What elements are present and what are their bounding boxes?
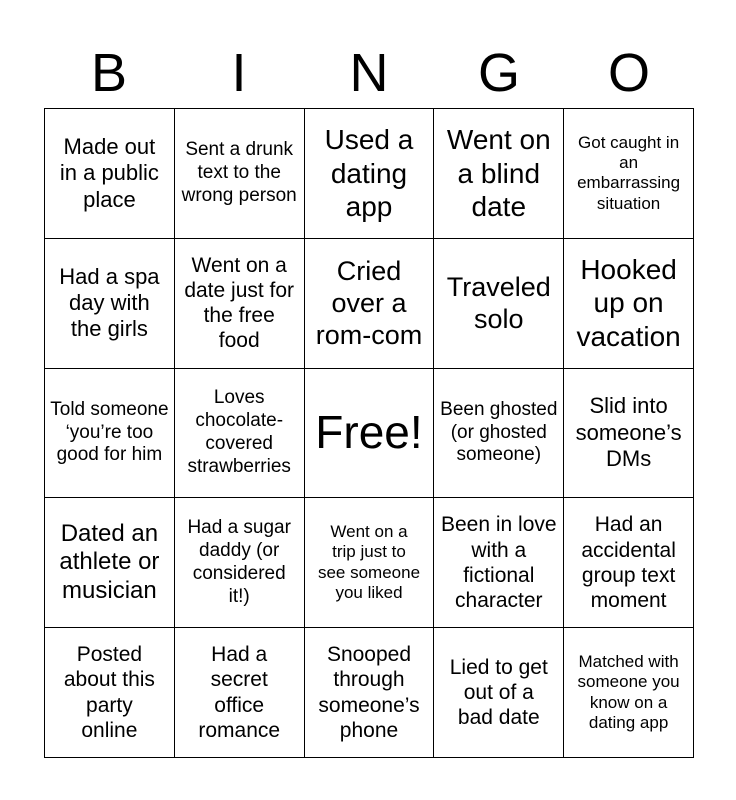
bingo-cell[interactable] [45,239,175,369]
cell-text: Snooped through someone’s phone [318,643,420,742]
cell-text: Got caught in an embarrassing situation [577,132,681,213]
bingo-cell[interactable] [564,498,694,628]
bingo-cell[interactable] [175,109,305,239]
cell-text: Free! [315,406,423,459]
header-letter-n: N [349,43,389,103]
bingo-cell[interactable] [564,628,694,758]
bingo-cell[interactable] [305,109,435,239]
header-letter-o: O [607,43,650,103]
bingo-cell[interactable] [45,109,175,239]
bingo-cell[interactable] [564,369,694,499]
cell-text: Had an accidental group text moment [581,513,676,612]
bingo-cell[interactable] [434,498,564,628]
cell-text: Loves chocolate-covered strawberries [187,387,291,477]
cell-text: Went on a blind date [446,124,551,223]
bingo-cell[interactable] [45,498,175,628]
cell-text: Slid into someone’s DMs [575,393,682,472]
bingo-cell[interactable] [175,239,305,369]
cell-text: Told someone ‘you’re too good for him [50,398,169,466]
bingo-cell[interactable] [305,498,435,628]
cell-text: Went on a trip just to see someone you liked [317,522,421,603]
cell-text: Lied to get out of a bad date [449,655,548,730]
bingo-cell[interactable] [564,239,694,369]
cell-text: Had a sugar daddy (or considered it!) [187,517,291,607]
header-letter-i: I [231,43,247,103]
cell-text: Dated an athlete or musician [59,519,160,605]
header-letter-g: G [477,43,520,103]
bingo-cell[interactable] [564,109,694,239]
cell-text: Cried over a rom-com [315,255,423,351]
bingo-cell free-space[interactable] [305,369,435,499]
cell-text: Sent a drunk text to the wrong person [181,139,297,206]
cell-text: Hooked up on vacation [576,253,681,352]
cell-text: Had a spa day with the girls [59,263,160,342]
bingo-cell[interactable] [175,628,305,758]
cell-text: Traveled solo [446,271,551,335]
bingo-cell[interactable] [434,369,564,499]
bingo-cell[interactable] [434,628,564,758]
bingo-cell[interactable] [434,239,564,369]
bingo-cell[interactable] [175,369,305,499]
cell-text: Went on a date just for the free food [184,253,295,353]
bingo-cell[interactable] [305,628,435,758]
bingo-header [44,40,694,106]
bingo-cell[interactable] [45,628,175,758]
header-letter-b: B [90,43,128,103]
cell-text: Posted about this party online [63,643,155,742]
cell-text: Matched with someone you know on a dating app [577,651,680,732]
bingo-cell[interactable] [45,369,175,499]
bingo-cell[interactable] [434,109,564,239]
cell-text: Been in love with a fictional character [440,513,557,612]
cell-text: Made out in a public place [59,133,159,212]
cell-text: Used a dating app [324,124,414,223]
bingo-cell[interactable] [175,498,305,628]
bingo-cell[interactable] [305,239,435,369]
cell-text: Had a secret office romance [198,643,281,742]
cell-text: Been ghosted (or ghosted someone) [440,398,558,466]
bingo-card-grid [44,108,694,758]
